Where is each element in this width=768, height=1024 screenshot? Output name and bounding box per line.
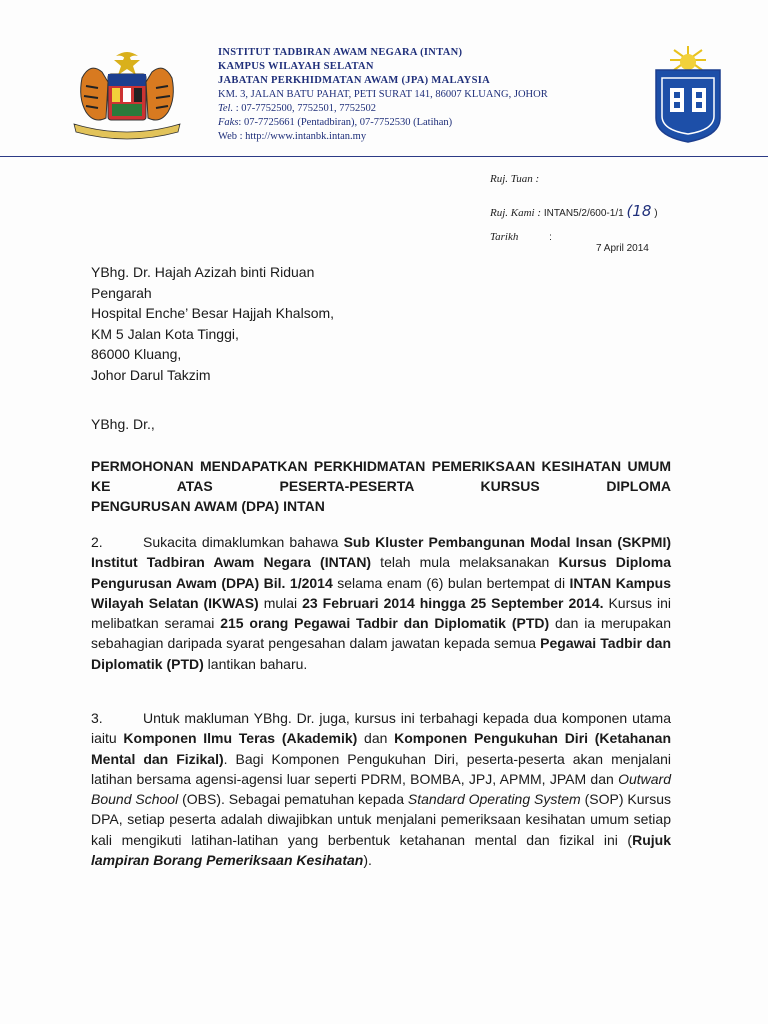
campus-name: KAMPUS WILAYAH SELATAN	[218, 61, 374, 72]
handwritten-number: (18	[626, 202, 652, 220]
address-line: KM. 3, JALAN BATU PAHAT, PETI SURAT 141, 86007 KLUANG, JOHOR	[218, 89, 548, 100]
fax-line: Faks: 07-7725661 (Pentadbiran), 07-7752530 (Latihan)	[218, 117, 453, 128]
salutation: YBhg. Dr.,	[91, 416, 155, 432]
recipient-name: YBhg. Dr. Hajah Azizah binti Riduan	[91, 264, 315, 280]
recipient-street: KM 5 Jalan Kota Tinggi,	[91, 325, 239, 342]
header-divider	[0, 156, 768, 157]
phone-line: Tel. : 07-7752500, 7752501, 7752502	[218, 103, 377, 114]
ref-kami: Ruj. Kami : INTAN5/2/600-1/1 (18 )	[490, 202, 658, 220]
coat-of-arms-logo	[68, 48, 186, 140]
recipient-org: Hospital Enche’ Besar Hajjah Khalsom,	[91, 305, 335, 321]
website-line: Web : http://www.intanbk.intan.my	[218, 131, 367, 142]
recipient-title: Pengarah	[91, 284, 152, 301]
recipient-state: Johor Darul Takzim	[91, 366, 211, 383]
paragraph-3: 3. Untuk makluman YBhg. Dr. juga, kursus ini terbahagi kepada dua komponen utama iaitu Komponen Ilmu Teras (Akademik) dan Komponen Pengukuhan Diri (Ketahanan Mental dan Fizikal). Bagi Komponen Pengukuhan Diri, peserta-peserta akan menjalani latihan bersama agensi-agensi luar seperti PDRM, BOMBA, JPJ, APMM, JPAM dan Outward Bound School (OBS). Sebagai pematuhan kepada Standard Operating System (SOP) Kursus DPA, setiap peserta adalah diwajibkan untuk menjalani pemeriksaan kesihatan umum setiap kali mengikuti latihan-latihan yang berbentuk ketahanan mental dan fizikal ini (Rujuk lampiran Borang Pemeriksaan Kesihatan).	[91, 710, 672, 869]
letter-subject: PERMOHONAN MENDAPATKAN PERKHIDMATAN PEMERIKSAAN KESIHATAN UMUM KE ATAS PESERTA-PESERTA KURSUS DIPLOMA PENGURUSAN AWAM (DPA) INTAN	[91, 458, 672, 514]
ref-kami-value: INTAN5/2/600-1/1	[543, 208, 624, 219]
ref-tarikh: Tarikh :	[490, 231, 552, 243]
institution-name: INSTITUT TADBIRAN AWAM NEGARA (INTAN)	[218, 47, 463, 58]
letter-date: 7 April 2014	[596, 243, 649, 254]
recipient-address	[91, 262, 334, 385]
ref-tuan: Ruj. Tuan :	[490, 173, 540, 185]
intan-logo	[652, 44, 724, 144]
department-name: JABATAN PERKHIDMATAN AWAM (JPA) MALAYSIA	[218, 75, 490, 86]
institution-header	[218, 46, 548, 144]
paragraph-2: 2. Sukacita dimaklumkan bahawa Sub Kluster Pembangunan Modal Insan (SKPMI) Institut Tadbiran Awam Negara (INTAN) telah mula melaksanakan Kursus Diploma Pengurusan Awam (DPA) Bil. 1/2014 selama enam (6) bulan bertempat di INTAN Kampus Wilayah Selatan (IKWAS) mulai 23 Februari 2014 hingga 25 September 2014. Kursus ini melibatkan seramai 215 orang Pegawai Tadbir dan Diplomatik (PTD) dan ia merupakan sebahagian daripada syarat pengesahan dalam jawatan kepada semua Pegawai Tadbir dan Diplomatik (PTD) lantikan baharu.	[91, 534, 672, 672]
recipient-postcode: 86000 Kluang,	[91, 346, 182, 362]
